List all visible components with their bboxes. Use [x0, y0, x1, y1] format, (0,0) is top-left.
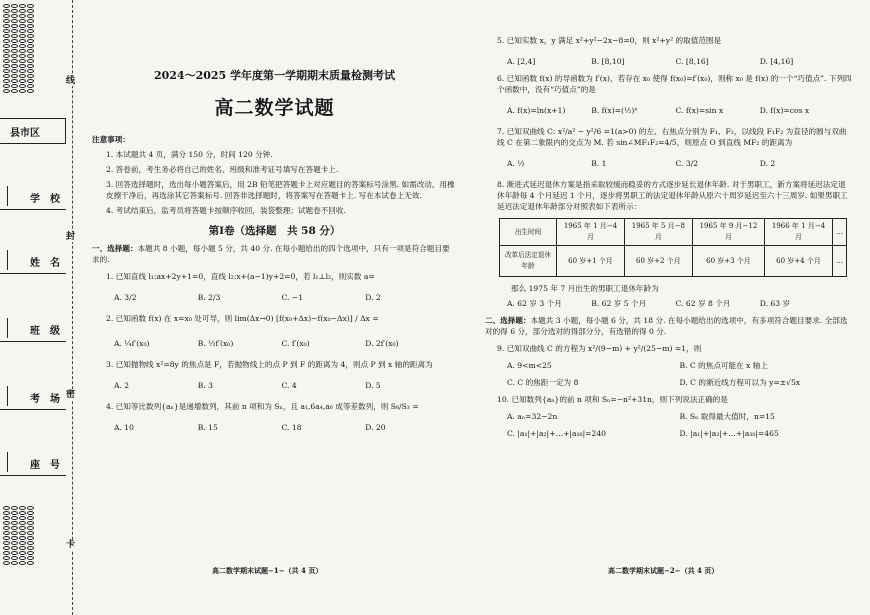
option[interactable]: B. Sₙ 取得最大值时，n=15	[679, 412, 775, 421]
option[interactable]: B. 15	[197, 423, 218, 432]
option[interactable]: A. 3/2	[114, 293, 137, 302]
table-cell: 1965 年 9 月−12 月	[692, 219, 764, 246]
question-options	[497, 377, 852, 388]
option[interactable]: C. f(x)=sin x	[675, 106, 724, 115]
option[interactable]: B. 2/3	[197, 293, 221, 302]
question-stem: 4. 已知等比数列{aₙ}是递增数列，其前 n 项和为 Sₙ，且 a₁,6a₄,a₆ 成等差数列，则 S₆/S₃ =	[106, 402, 419, 411]
option[interactable]: C. C 的焦距一定为 8	[507, 378, 579, 387]
info-label-room: 考场	[30, 394, 70, 405]
question-stem: 9. 已知双曲线 C 的方程为 x²/(9−m) + y²/(25−m) =1，则	[497, 344, 702, 353]
table-cell: 60 岁+4 个月	[765, 246, 833, 277]
option[interactable]: C. 3/2	[675, 159, 699, 168]
option[interactable]: B. [8,10]	[591, 57, 625, 66]
option[interactable]: A. f(x)=ln(x+1)	[507, 106, 566, 115]
option[interactable]: B. 1	[591, 159, 607, 168]
option[interactable]: D. 63 岁	[759, 299, 791, 308]
seal-char: 卡	[66, 540, 76, 550]
option[interactable]: C. −1	[281, 293, 304, 302]
section1-label: 一、选择题：	[92, 244, 138, 253]
section2-text: 本题共 3 小题，每小题 6 分，共 18 分. 在每小题给出的选项中，有多项符合题目要求. 全部选对的得 6 分，部分选对的得部分分，有选错的得 0 分.	[485, 316, 848, 336]
binding-strip	[0, 0, 100, 615]
info-label-class: 班级	[30, 326, 70, 337]
info-label-seat: 座号	[30, 460, 70, 471]
question-stem: 6. 已知函数 f(x) 的导函数为 f′(x)，若存在 x₀ 使得 f(x₀)=f′(x₀)，则称 x₀ 是 f(x) 的一个“巧值点”. 下列四个函数中，没有“巧值点”的是	[497, 74, 852, 94]
option[interactable]: A. 9<m<25	[507, 361, 552, 370]
option[interactable]: D. [4,16]	[759, 57, 794, 66]
seal-char: 封	[66, 232, 76, 242]
option[interactable]: C. f′(x₀)	[281, 339, 310, 348]
table-cell: 60 岁+1 个月	[557, 246, 625, 277]
info-label-county: 县市区	[10, 128, 40, 139]
option[interactable]: B. C 的焦点可能在 x 轴上	[679, 361, 768, 370]
section2-label: 二、选择题：	[485, 316, 531, 325]
question-options	[497, 360, 852, 371]
left-column	[92, 70, 457, 433]
subject-title: 高二数学试题	[214, 97, 335, 119]
note-item: 4. 考试结束后，监考员将答题卡按顺序收回，装袋整理；试题卷不回收.	[106, 206, 346, 215]
question-stem: 7. 已知双曲线 C: x²/a² − y²/6 =1(a>0) 的左、右焦点分别为 F₁、F₂，以线段 F₁F₂ 为直径的圆与双曲线 C 在第二象限内的交点为 M. 若 sin∠MF₁F₂=4/5，则原点 O 到直线 MF₂ 的距离为	[497, 127, 847, 147]
footer-page-2: 高二数学期末试题−2−（共 4 页）	[608, 566, 719, 575]
table-row	[500, 246, 847, 277]
question-stem: 1. 已知直线 l₁:ax+2y+1=0，直线 l₂:x+(a−1)y+2=0，若 l₁⊥l₂，则实数 a=	[106, 272, 375, 281]
option[interactable]: D. 5	[365, 381, 381, 390]
question-options	[92, 422, 457, 433]
retirement-table	[499, 218, 847, 277]
question-options	[497, 411, 852, 422]
note-item: 2. 答卷前，考生务必将自己的姓名、班级和准考证号填写在答题卡上.	[106, 165, 339, 174]
question-stem: 2. 已知函数 f(x) 在 x=x₀ 处可导，则 lim(Δx→0) [f(x₀+Δx)−f(x₀−Δx)] / Δx =	[106, 314, 379, 323]
question-stem: 5. 已知实数 x，y 满足 x²+y²−2x−8=0，则 x²+y² 的取值范围是	[497, 36, 722, 45]
question-options	[497, 105, 852, 116]
question-stem: 那么 1975 年 7 月出生的男职工退休年龄为	[511, 284, 659, 293]
option[interactable]: C. 18	[281, 423, 302, 432]
option[interactable]: C. |a₁|+|a₂|+…+|a₁₆|=240	[507, 429, 607, 438]
question-options	[92, 380, 457, 391]
section1-text: 本题共 8 小题，每小题 5 分，共 40 分. 在每小题给出的四个选项中，只有一项是符合题目要求的.	[92, 244, 450, 264]
question-stem: 3. 已知抛物线 x²=8y 的焦点是 F，若抛物线上的点 P 到 F 的距离为 4，则点 P 到 x 轴的距离为	[106, 360, 433, 369]
table-cell: …	[832, 246, 846, 277]
option[interactable]: A. 2	[114, 381, 130, 390]
part1-title: 第Ⅰ卷（选择题 共 58 分）	[208, 225, 341, 237]
option[interactable]: A. [2,4]	[507, 57, 536, 66]
question-options	[92, 338, 457, 349]
option[interactable]: D. 2	[365, 293, 381, 302]
exam-title: 2024～2025 学年度第一学期期末质量检测考试	[153, 69, 396, 82]
seal-dash-line	[72, 0, 73, 615]
table-cell: …	[832, 219, 846, 246]
binding-holes-bottom	[3, 506, 37, 565]
option[interactable]: D. f(x)=cos x	[759, 106, 810, 115]
question-options	[497, 158, 852, 169]
option[interactable]: B. f(x)=(½)ˣ	[591, 106, 638, 115]
note-item: 1. 本试题共 4 页，满分 150 分，时间 120 分钟.	[106, 150, 273, 159]
option[interactable]: C. 62 岁 8 个月	[675, 299, 731, 308]
notes-heading: 注意事项：	[92, 135, 130, 144]
table-cell: 改革后法定退休年龄	[500, 246, 557, 277]
question-options	[92, 292, 457, 303]
option[interactable]: B. 3	[197, 381, 213, 390]
table-cell: 60 岁+2 个月	[624, 246, 692, 277]
note-item: 3. 回答选择题时，选出每小题答案后，用 2B 铅笔把答题卡上对应题目的答案标号涂黑. 如需改动，用橡皮擦干净后，再选涂其它答案标号. 回答非选择题时，将答案写在答题卡上. 写在本试卷上无效.	[106, 180, 455, 200]
info-label-school: 学校	[30, 194, 70, 205]
footer-page-1: 高二数学期末试题−1−（共 4 页）	[212, 566, 323, 575]
table-cell: 60 岁+3 个月	[692, 246, 764, 277]
question-stem: 10. 已知数列{aₙ}的前 n 项和 Sₙ=−n²+31n，则下列说法正确的是	[497, 395, 728, 404]
option[interactable]: D. 20	[365, 423, 386, 432]
right-column	[485, 35, 852, 439]
seal-char: 线	[66, 76, 76, 86]
question-options	[497, 428, 852, 439]
table-header-row	[500, 219, 847, 246]
binding-holes-top	[3, 4, 37, 93]
option[interactable]: A. ¼f′(x₀)	[114, 339, 150, 348]
option[interactable]: B. 62 岁 5 个月	[591, 299, 647, 308]
option[interactable]: D. |a₁|+|a₂|+…+|a₃₀|=465	[679, 429, 779, 438]
table-cell: 1965 年 1 月−4 月	[557, 219, 625, 246]
option[interactable]: C. [8,16]	[675, 57, 709, 66]
option[interactable]: B. ½f′(x₀)	[197, 339, 234, 348]
question-options	[497, 56, 852, 67]
option[interactable]: A. aₙ=32−2n	[507, 412, 558, 421]
option[interactable]: D. 2	[759, 159, 776, 168]
option[interactable]: A. ½	[507, 159, 525, 168]
option[interactable]: C. 4	[281, 381, 297, 390]
option[interactable]: A. 10	[114, 423, 134, 432]
table-cell: 1965 年 5 月−8 月	[624, 219, 692, 246]
table-cell: 出生时间	[500, 219, 557, 246]
option[interactable]: D. C 的渐近线方程可以为 y=±√5x	[679, 378, 801, 387]
option[interactable]: A. 62 岁 3 个月	[507, 299, 562, 308]
option[interactable]: D. 2f′(x₀)	[365, 339, 399, 348]
info-label-name: 姓名	[30, 258, 70, 269]
table-cell: 1966 年 1 月−4 月	[765, 219, 833, 246]
seal-char: 密	[66, 390, 76, 400]
question-stem: 8. 渐进式延迟退休方案是指采取较缓而稳妥的方式逐步延长退休年龄. 对于男职工，新方案将延迟法定退休年龄每 4 个月延迟 1 个月，逐步将男职工的法定退休年龄从原六十周岁延迟至六十三周岁. 如果男职工延迟法定退休年龄部分对照表如下表所示：	[497, 180, 848, 211]
question-options	[497, 298, 852, 309]
